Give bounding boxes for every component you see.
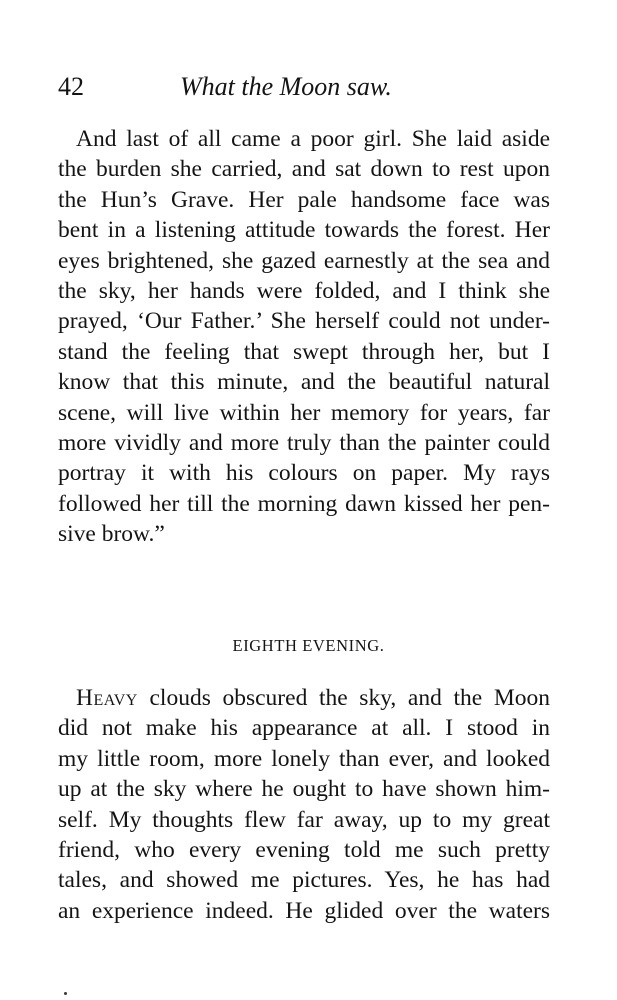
running-head xyxy=(58,72,558,108)
text-line: the burden she carried, and sat down to rest upon xyxy=(58,156,550,183)
paragraph-2 xyxy=(58,683,550,926)
text-line: sive brow.” xyxy=(58,521,165,548)
text-line: portray it with his colours on paper. My rays xyxy=(58,460,550,487)
page-number: 42 xyxy=(58,72,84,101)
text-line: the sky, her hands were folded, and I think she xyxy=(58,277,550,304)
text-line: my little room, more lonely than ever, and looked xyxy=(58,745,550,772)
running-title: What the Moon saw. xyxy=(180,72,392,101)
text-line: know that this minute, and the beautiful natural xyxy=(58,369,550,396)
text-line: did not make his appearance at all. I stood in xyxy=(58,715,550,742)
text-line: up at the sky where he ought to have shown him- xyxy=(58,776,550,803)
text-line: more vividly and more truly than the painter could xyxy=(58,429,550,456)
text-line: friend, who every evening told me such pretty xyxy=(58,836,550,863)
text-line: tales, and showed me pictures. Yes, he has had xyxy=(58,867,550,894)
drop-word: Heavy xyxy=(76,685,138,711)
text-line: prayed, ‘Our Father.’ She herself could not under- xyxy=(58,308,550,335)
text-line-first xyxy=(58,683,550,713)
text-line: scene, will live within her memory for years, far xyxy=(58,399,550,426)
section-heading: EIGHTH EVENING. xyxy=(232,636,385,655)
text-line: stand the feeling that swept through her, but I xyxy=(58,338,550,365)
text-line: bent in a listening attitude towards the forest. Her xyxy=(58,217,550,244)
text-line: the Hun’s Grave. Her pale handsome face was xyxy=(58,186,550,213)
text-line: an experience indeed. He glided over the waters xyxy=(58,897,550,924)
text-line: And last of all came a poor girl. She laid aside xyxy=(76,126,550,152)
first-line-rest: clouds obscured the sky, and the Moon xyxy=(137,685,550,711)
text-line: eyes brightened, she gazed earnestly at the sea and xyxy=(58,247,550,274)
paper-speck xyxy=(64,992,67,995)
paragraph-1 xyxy=(58,124,550,549)
text-line: self. My thoughts flew far away, up to my great xyxy=(58,806,550,833)
text-line: followed her till the morning dawn kissed her pen- xyxy=(58,490,550,517)
